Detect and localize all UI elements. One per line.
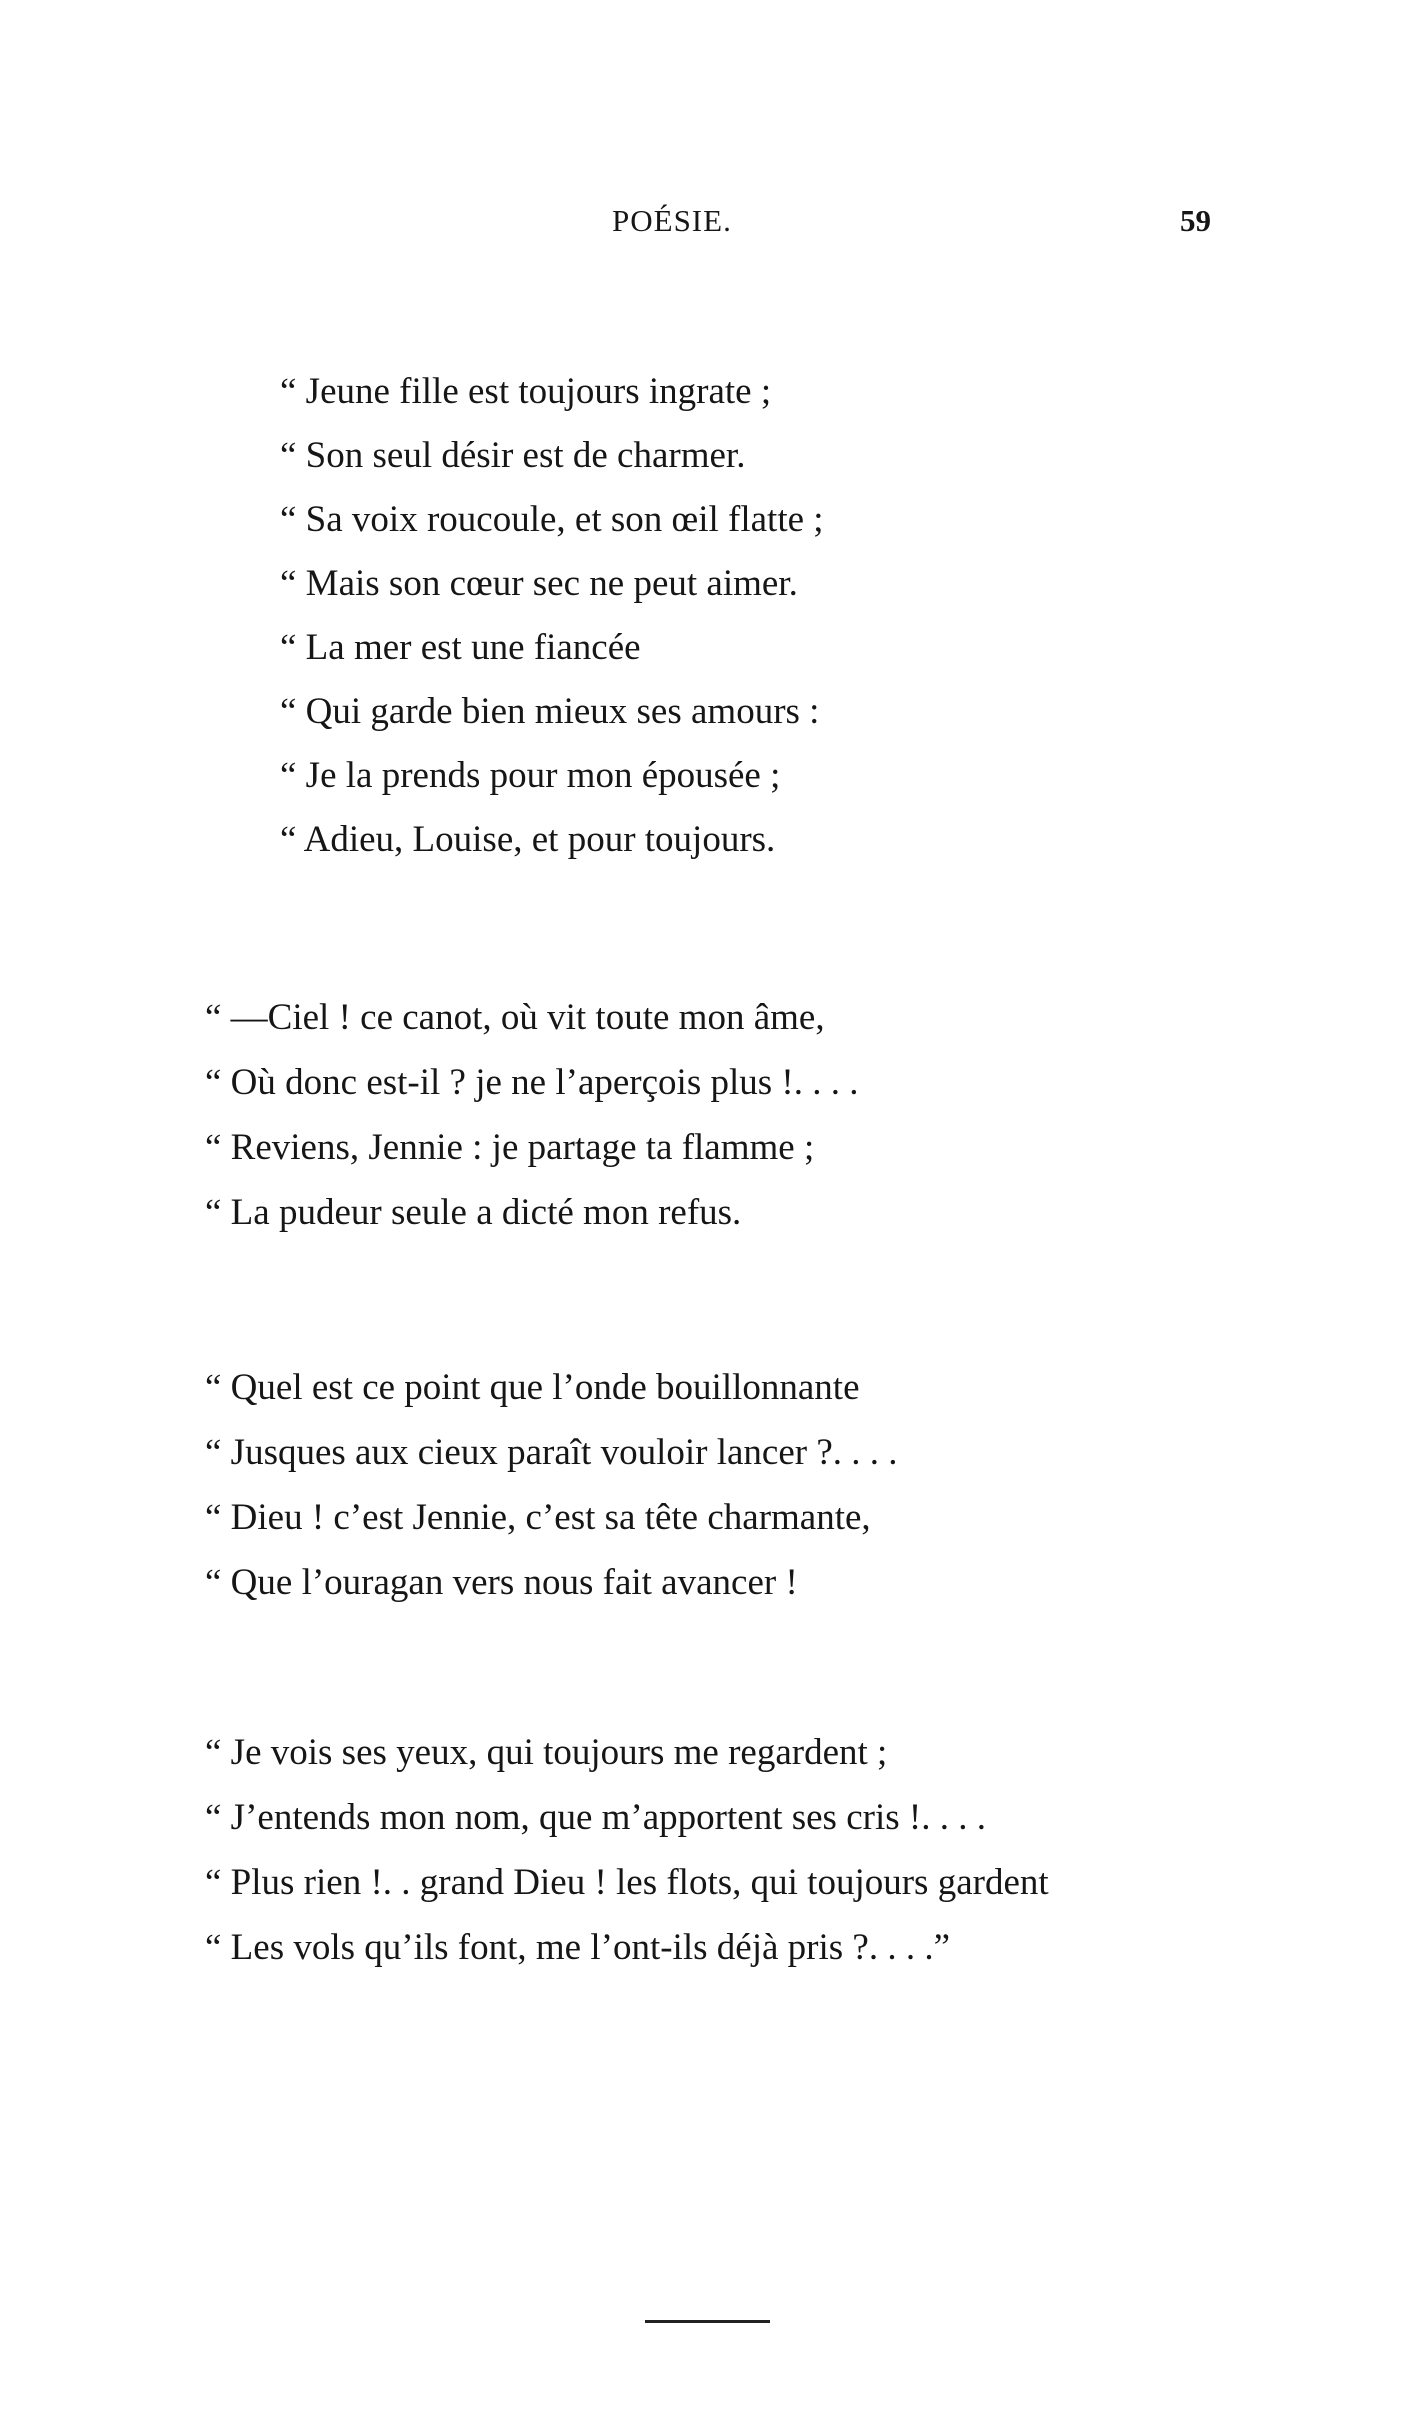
running-title: POÉSIE. xyxy=(612,203,732,238)
verse-line: “ Que l’ouragan vers nous fait avancer ! xyxy=(205,1562,798,1603)
verse-line: “ Plus rien !. . grand Dieu ! les flots, qui toujours gardent xyxy=(205,1862,1049,1903)
verse-line: “ Où donc est-il ? je ne l’aperçois plus !. . . . xyxy=(205,1062,859,1103)
verse-line: “ Je vois ses yeux, qui toujours me regardent ; xyxy=(205,1732,888,1773)
verse-line: “ Les vols qu’ils font, me l’ont-ils déjà pris ?. . . .” xyxy=(205,1927,950,1968)
stanza-1 xyxy=(280,360,824,872)
verse-line: “ Jusques aux cieux paraît vouloir lancer ?. . . . xyxy=(205,1432,898,1473)
stanza-2 xyxy=(205,985,858,1245)
end-rule xyxy=(645,2320,770,2323)
stanza-4 xyxy=(205,1720,1049,1980)
verse-line: “ Qui garde bien mieux ses amours : xyxy=(280,691,820,732)
verse-line: “ —Ciel ! ce canot, où vit toute mon âme, xyxy=(205,997,825,1038)
verse-line: “ Son seul désir est de charmer. xyxy=(280,435,746,476)
verse-line: “ Sa voix roucoule, et son œil flatte ; xyxy=(280,499,824,540)
verse-line: “ La mer est une fiancée xyxy=(280,627,641,668)
verse-line: “ Jeune fille est toujours ingrate ; xyxy=(280,371,772,412)
verse-line: “ Quel est ce point que l’onde bouillonnante xyxy=(205,1367,860,1408)
verse-line: “ Mais son cœur sec ne peut aimer. xyxy=(280,563,798,604)
stanza-3 xyxy=(205,1355,898,1615)
verse-line: “ La pudeur seule a dicté mon refus. xyxy=(205,1192,742,1233)
verse-line: “ Dieu ! c’est Jennie, c’est sa tête charmante, xyxy=(205,1497,871,1538)
verse-line: “ J’entends mon nom, que m’apportent ses cris !. . . . xyxy=(205,1797,986,1838)
page-header xyxy=(0,196,1412,246)
verse-line: “ Reviens, Jennie : je partage ta flamme ; xyxy=(205,1127,815,1168)
verse-line: “ Adieu, Louise, et pour toujours. xyxy=(280,819,776,860)
page-number: 59 xyxy=(1180,203,1211,238)
verse-line: “ Je la prends pour mon épousée ; xyxy=(280,755,781,796)
